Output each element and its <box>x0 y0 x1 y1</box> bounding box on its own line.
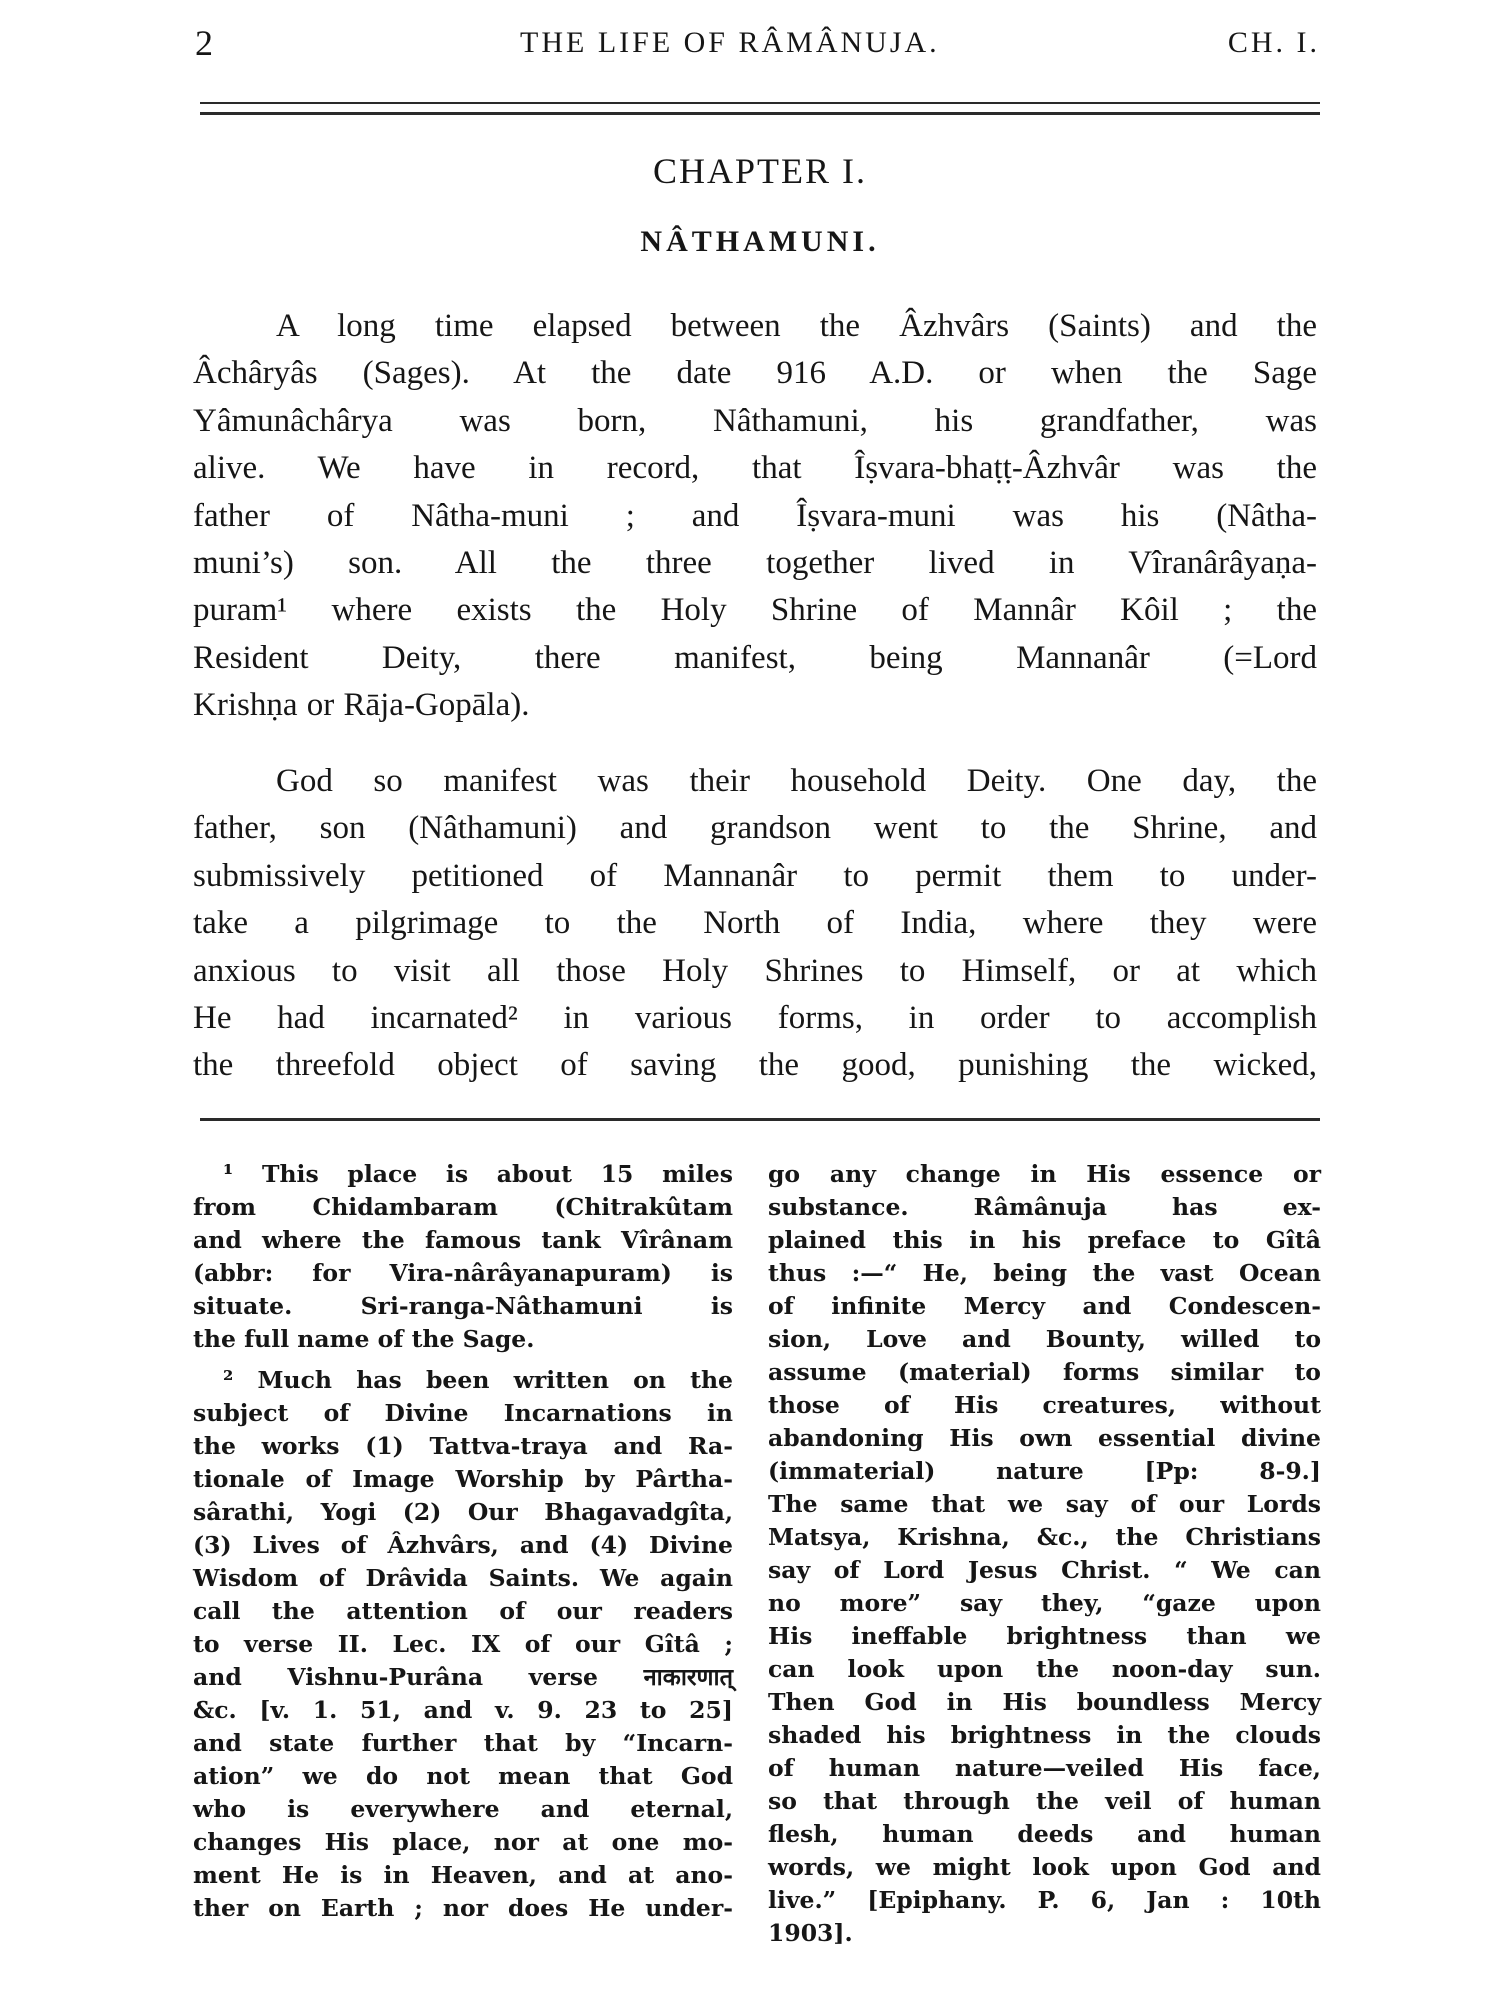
paragraph-line: He had incarnated² in various forms, in order to accomplish <box>193 1000 1317 1037</box>
footnote-line: ther on Earth ; nor does He under- <box>193 1894 733 1922</box>
footnote-line: (immaterial) nature [Pp: 8-9.] <box>768 1457 1321 1485</box>
footnote-line: and state further that by “Incarn- <box>193 1729 733 1757</box>
paragraph-line: Yâmunâchârya was born, Nâthamuni, his grandfather, was <box>193 402 1317 439</box>
footnote-line: His ineffable brightness than we <box>768 1622 1321 1650</box>
paragraph-1 <box>193 303 1317 730</box>
paragraph-line: submissively petitioned of Mannanâr to permit them to under- <box>193 857 1317 894</box>
footnote-line: and where the famous tank Vîrânam <box>193 1226 733 1254</box>
paragraph-line: Krishṇa or Rāja-Gopāla). <box>193 687 530 724</box>
footnote-line: the full name of the Sage. <box>193 1325 535 1353</box>
footnote-rule <box>200 1118 1320 1121</box>
footnote-line: no more” say they, “gaze upon <box>768 1589 1321 1617</box>
footnote-column-right <box>768 1158 1321 1950</box>
footnote-line: live.” [Epiphany. P. 6, Jan : 10th <box>768 1886 1321 1914</box>
paragraph-line: God so manifest was their household Deity. One day, the <box>276 763 1317 799</box>
footnote-line: shaded his brightness in the clouds <box>768 1721 1321 1749</box>
footnote-line: ment He is in Heaven, and at ano- <box>193 1861 733 1889</box>
paragraph-line: muni’s) son. All the three together lived in Vîranârâyaṇa- <box>193 545 1317 582</box>
footnote-line: tionale of Image Worship by Pârtha- <box>193 1465 733 1493</box>
header-rule-thick <box>200 112 1320 115</box>
footnote-line: thus :—“ He, being the vast Ocean <box>768 1259 1321 1287</box>
footnote-line: say of Lord Jesus Christ. “ We can <box>768 1556 1321 1584</box>
footnote-line: the works (1) Tattva-traya and Ra- <box>193 1432 733 1460</box>
footnote-line: those of His creatures, without <box>768 1391 1321 1419</box>
footnote-line: and Vishnu-Purâna verse नाकारणात् <box>193 1663 733 1691</box>
chapter-heading: CHAPTER I. <box>652 151 867 191</box>
footnote-line: plained this in his preface to Gîtâ <box>768 1226 1321 1254</box>
footnote-line: so that through the veil of human <box>768 1787 1321 1815</box>
paragraph-line: A long time elapsed between the Âzhvârs (Saints) and the <box>276 308 1317 344</box>
footnote-line: (abbr: for Vira-nârâyanapuram) is <box>193 1259 733 1287</box>
footnote-line: to verse II. Lec. IX of our Gîtâ ; <box>193 1630 733 1658</box>
footnote-line: Then God in His boundless Mercy <box>768 1688 1321 1716</box>
paragraph-2 <box>193 758 1317 1090</box>
footnote-line: substance. Râmânuja has ex- <box>768 1193 1321 1221</box>
footnote-line: go any change in His essence or <box>768 1160 1321 1188</box>
footnote-line: changes His place, nor at one mo- <box>193 1828 733 1856</box>
paragraph-line: father of Nâtha-muni ; and Îṣvara-muni was his (Nâtha- <box>193 497 1317 534</box>
paragraph-line: the threefold object of saving the good, punishing the wicked, <box>193 1047 1317 1084</box>
page-number: 2 <box>195 23 213 63</box>
chapter-title: NÂTHAMUNI. <box>640 225 880 258</box>
footnote-line: ation” we do not mean that God <box>193 1762 733 1790</box>
footnote-line: situate. Sri-ranga-Nâthamuni is <box>193 1292 733 1320</box>
footnote-line: &c. [v. 1. 51, and v. 9. 23 to 25] <box>193 1696 733 1724</box>
footnote-line: abandoning His own essential divine <box>768 1424 1321 1452</box>
footnote-line: (3) Lives of Âzhvârs, and (4) Divine <box>193 1531 733 1559</box>
paragraph-line: puram¹ where exists the Holy Shrine of Mannâr Kôil ; the <box>193 592 1317 629</box>
paragraph-line: take a pilgrimage to the North of India, where they were <box>193 905 1317 942</box>
footnote-line: ¹ This place is about 15 miles <box>223 1160 733 1188</box>
footnote-line: words, we might look upon God and <box>768 1853 1321 1881</box>
running-header <box>195 22 1320 72</box>
footnote-line: of human nature—veiled His face, <box>768 1754 1321 1782</box>
paragraph-line: alive. We have in record, that Îṣvara-bhaṭṭ-Âzhvâr was the <box>193 450 1317 487</box>
footnote-line: The same that we say of our Lords <box>768 1490 1321 1518</box>
footnote-line: Matsya, Krishna, &c., the Christians <box>768 1523 1321 1551</box>
paragraph-line: anxious to visit all those Holy Shrines to Himself, or at which <box>193 952 1317 989</box>
footnote-line: call the attention of our readers <box>193 1597 733 1625</box>
footnote-line: assume (material) forms similar to <box>768 1358 1321 1386</box>
footnote-line: flesh, human deeds and human <box>768 1820 1321 1848</box>
paragraph-line: Âchâryâs (Sages). At the date 916 A.D. or when the Sage <box>193 355 1317 392</box>
footnote-line: 1903]. <box>768 1919 853 1947</box>
footnote-line: sion, Love and Bounty, willed to <box>768 1325 1321 1353</box>
header-rule-thin <box>200 102 1320 104</box>
footnote-line: from Chidambaram (Chitrakûtam <box>193 1193 733 1221</box>
running-title: THE LIFE OF RÂMÂNUJA. <box>520 26 940 59</box>
footnote-line: who is everywhere and eternal, <box>193 1795 733 1823</box>
chapter-abbreviation: CH. I. <box>1227 26 1320 59</box>
footnote-line: sârathi, Yogi (2) Our Bhagavadgîta, <box>193 1498 733 1526</box>
footnote-column-left <box>193 1158 733 1925</box>
footnote-line: of infinite Mercy and Condescen- <box>768 1292 1321 1320</box>
footnote-line: can look upon the noon-day sun. <box>768 1655 1321 1683</box>
paragraph-line: father, son (Nâthamuni) and grandson went to the Shrine, and <box>193 810 1317 847</box>
footnote-line: subject of Divine Incarnations in <box>193 1399 733 1427</box>
paragraph-line: Resident Deity, there manifest, being Mannanâr (=Lord <box>193 639 1317 676</box>
footnote-gap <box>193 1356 733 1364</box>
footnote-line: ² Much has been written on the <box>223 1366 733 1394</box>
footnote-line: Wisdom of Drâvida Saints. We again <box>193 1564 733 1592</box>
